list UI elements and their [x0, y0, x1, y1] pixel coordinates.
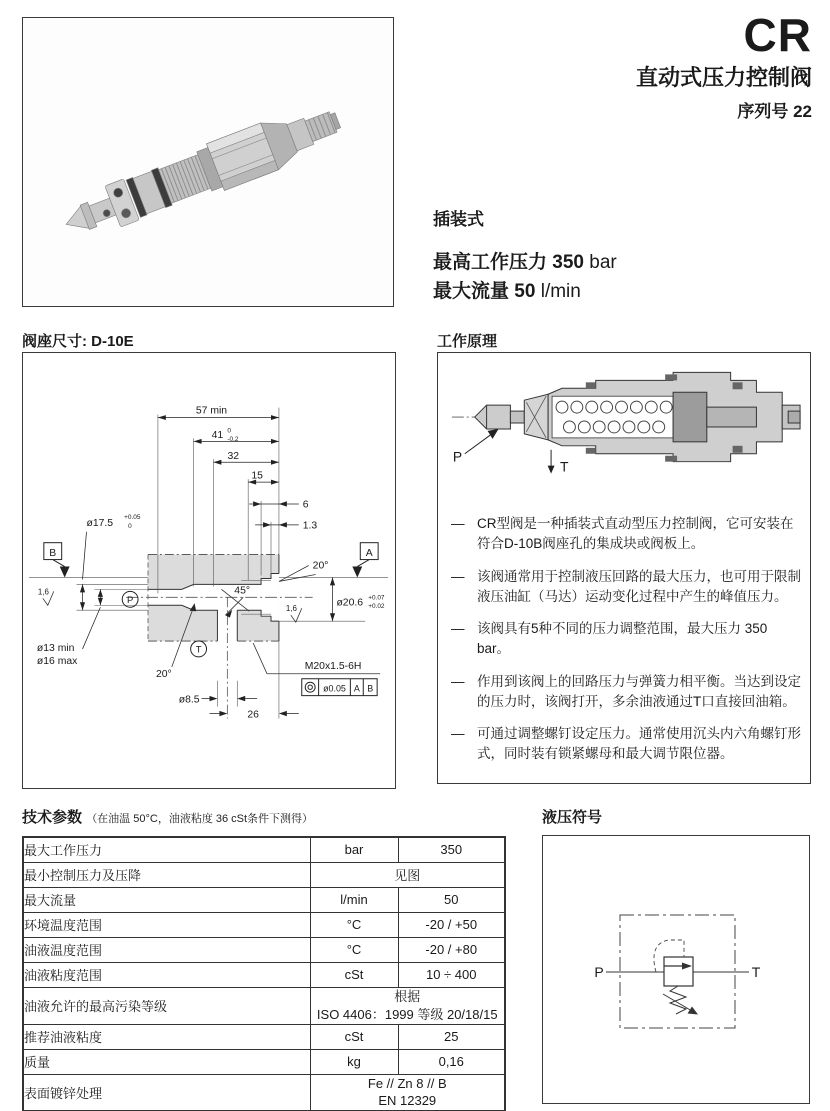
dim-6: 6 — [302, 499, 309, 511]
technical-parameters-table — [22, 836, 506, 1111]
list-item: — 作用到该阀上的回路压力与弹簧力相平衡。当达到设定的压力时，该阀打开，多余油液通过T口直接回油箱。 — [451, 673, 801, 709]
flow-deflector — [524, 394, 548, 440]
table-row: 油液粘度范围 cSt 10 ÷ 400 — [23, 962, 505, 987]
dim-41-tol-up: 0 — [227, 427, 231, 435]
key-ratings — [433, 248, 617, 307]
dim-dia13min: ø13 min — [36, 642, 75, 654]
dim-dia16max: ø16 max — [36, 655, 78, 667]
dim-26: 26 — [247, 709, 259, 721]
table-row: 推荐油液粘度 cSt 25 — [23, 1024, 505, 1049]
page-header — [400, 9, 812, 122]
datum-b-label: B — [49, 548, 57, 560]
cavity-section-heading: 阀座尺寸: D-10E — [22, 333, 134, 350]
port-p-label: P — [452, 448, 463, 465]
symbol-section-heading: 液压符号 — [542, 809, 603, 826]
table-row: 表面镀锌处理 Fe // Zn 8 // B EN 12329 — [23, 1074, 505, 1111]
tolerance-value: ø0.05 — [323, 683, 346, 694]
table-row: 质量 kg 0,16 — [23, 1049, 505, 1074]
table-row: 最大流量 l/min 50 — [23, 887, 505, 912]
list-item: — CR型阀是一种插装式直动型压力控制阀，它可安装在符合D-10B阀座孔的集成块或阀板上。 — [451, 516, 794, 552]
port-t-label: T — [195, 643, 202, 655]
cavity-drawing-frame — [22, 352, 396, 789]
datum-a-triangle — [352, 567, 362, 578]
max-pressure-line: 最高工作压力 350 bar — [433, 252, 617, 273]
port-p-label: P — [126, 593, 134, 605]
angle-45: 45° — [234, 585, 251, 597]
table-row: 最小控制压力及压降 见图 — [23, 862, 505, 887]
principle-section-heading: 工作原理 — [437, 333, 498, 350]
model-code: CR — [743, 9, 812, 61]
table-row: 油液温度范围 °C -20 / +80 — [23, 937, 505, 962]
list-item: — 该阀通常用于控制液压回路的最大压力，也可用于限制液压油缸（马达）运动变化过程中产生的峰值压力。 — [451, 568, 801, 604]
spring-seat — [673, 392, 707, 442]
angle-20-bottom: 20° — [155, 668, 172, 680]
port-t-label: T — [751, 964, 761, 980]
dim-41-tol-dn: -0.2 — [227, 435, 239, 443]
specs-section-heading: 技术参数 （在油温 50°C，油液粘度 36 cSt条件下测得） — [22, 809, 314, 826]
datum-a-label: A — [365, 548, 373, 560]
cavity-dimension-drawing — [23, 353, 395, 788]
thread-spec: M20x1.5-6H — [304, 660, 362, 672]
table-row: 最大工作压力 bar 350 — [23, 837, 505, 862]
tolerance-datum-b: B — [367, 683, 374, 694]
specs-test-conditions: （在油温 50°C，油液粘度 36 cSt条件下测得） — [86, 813, 314, 825]
symbol-frame — [542, 835, 810, 1104]
dia17-5-tol-dn: 0 — [128, 522, 132, 530]
dim-57min: 57 min — [195, 405, 228, 417]
max-flow-line: 最大流量 50 l/min — [433, 281, 581, 303]
tolerance-datum-a: A — [353, 683, 360, 694]
dia17-5-tol-up: +0.05 — [124, 513, 141, 521]
adjustability-arrow — [688, 1007, 699, 1015]
series-number: 序列号 22 — [737, 102, 812, 121]
dim-dia20-6: ø20.6 — [336, 597, 364, 609]
list-item: — 可通过调整螺钉设定压力。通常使用沉头内六角螺钉形式，同时装有锁紧螺母和最大调节限位器。 — [451, 726, 801, 762]
poppet — [475, 405, 511, 429]
dia20-6-tol-dn: +0.02 — [368, 603, 385, 611]
product-photo-frame — [22, 17, 394, 307]
principle-bullets — [451, 514, 803, 777]
angle-20-top: 20° — [312, 560, 329, 572]
table-row: 环境温度范围 °C -20 / +50 — [23, 912, 505, 937]
roughness-left: 1,6 — [37, 587, 49, 597]
mount-type: 插装式 — [433, 210, 484, 229]
p-flow-arrow — [488, 429, 499, 439]
dim-1-3: 1.3 — [302, 520, 318, 532]
datum-b-triangle — [60, 567, 70, 578]
dim-41: 41 — [211, 429, 224, 441]
dim-32: 32 — [227, 450, 240, 462]
dim-dia8-5: ø8.5 — [178, 694, 200, 706]
concentricity-icon — [308, 685, 312, 689]
product-subtitle: 直动式压力控制阀 — [635, 65, 812, 90]
port-t-label: T — [560, 458, 569, 475]
valve-cross-section-drawing — [437, 362, 809, 484]
list-item: — 该阀具有5种不同的压力调整范围，最大压力 350 bar。 — [451, 621, 768, 657]
relief-valve-square — [664, 957, 693, 986]
table-row: 油液允许的最高污染等级 根据 ISO 4406：1999 等级 20/18/15 — [23, 987, 505, 1024]
concentricity-icon — [305, 682, 315, 692]
dia20-6-tol-up: +0.07 — [368, 594, 385, 602]
t-flow-arrow — [548, 466, 555, 474]
dim-15: 15 — [251, 470, 263, 482]
hydraulic-symbol-diagram — [543, 836, 809, 1103]
dim-dia17-5: ø17.5 — [86, 517, 114, 529]
roughness-right: 1,6 — [285, 604, 297, 614]
cartridge-valve-photo — [23, 18, 393, 306]
port-p-label: P — [594, 964, 604, 980]
